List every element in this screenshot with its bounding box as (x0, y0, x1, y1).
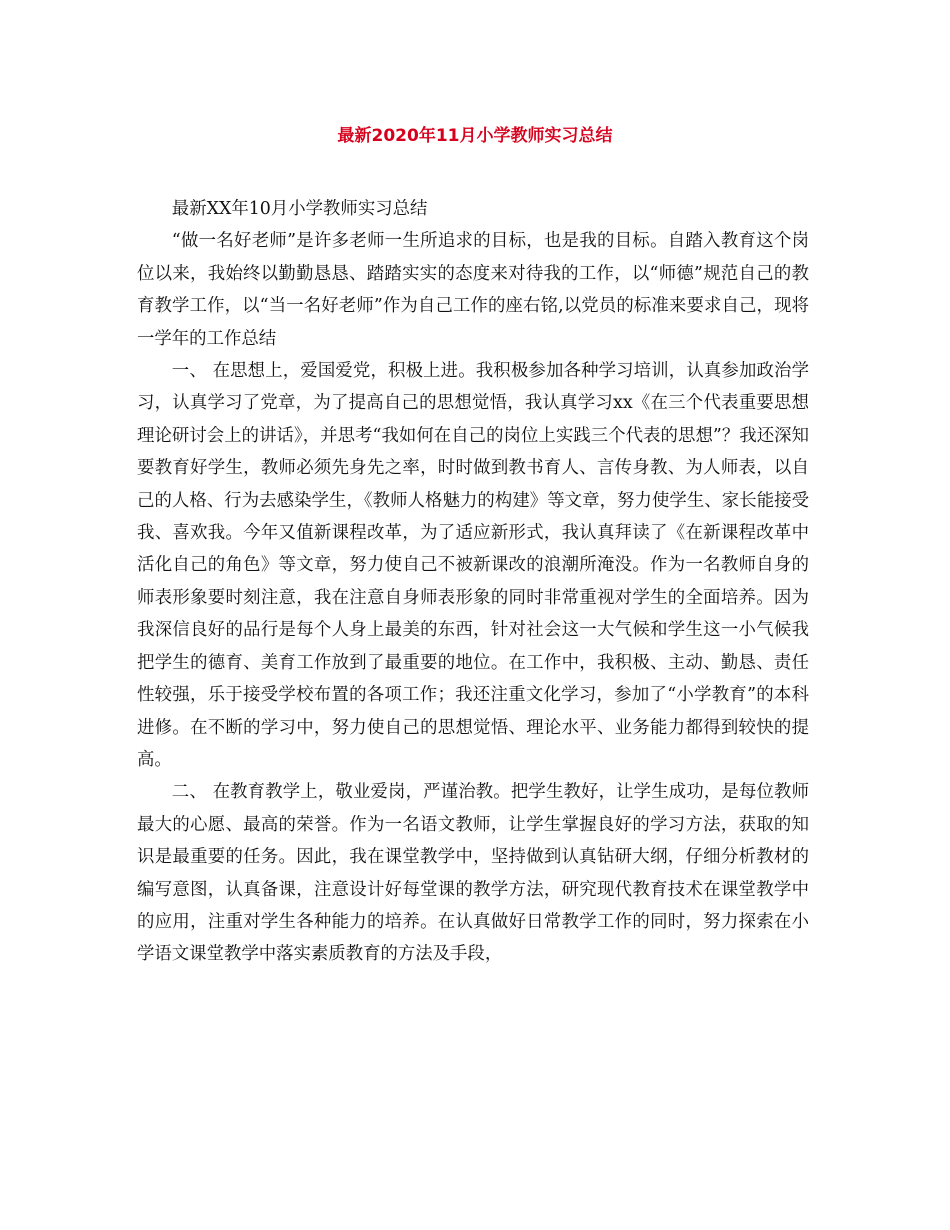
paragraph-intro: “做一名好老师”是许多老师一生所追求的目标，也是我的目标。自踏入教育这个岗位以来，我始终以勤勤恳恳、踏踏实实的态度来对待我的工作，以“师德”规范自己的教育教学工作，以“当一名好老师”作为自己工作的座右铭,以党员的标准来要求自己，现将一学年的工作总结 (137, 231, 809, 349)
document-title: 最新2020年11月小学教师实习总结 (337, 126, 613, 146)
document-body (137, 193, 809, 971)
paragraph-subtitle: 最新XX年10月小学教师实习总结 (171, 199, 428, 219)
paragraph-section-2: 二、 在教育教学上，敬业爱岗，严谨治教。把学生教好，让学生成功，是每位教师最大的心愿、最高的荣誉。作为一名语文教师，让学生掌握良好的学习方法，获取的知识是最重要的任务。因此，我在课堂教学中，坚持做到认真钻研大纲，仔细分析教材的编写意图，认真备课，注意设计好每堂课的教学方法，研究现代教育技术在课堂教学中的应用，注重对学生各种能力的培养。在认真做好日常教学工作的同时，努力探索在小学语文课堂教学中落实素质教育的方法及手段， (137, 782, 809, 965)
paragraph-section-1: 一、 在思想上，爱国爱党，积极上进。我积极参加各种学习培训，认真参加政治学习，认真学习了党章，为了提高自己的思想觉悟，我认真学习xx《在三个代表重要思想理论研讨会上的讲话》，并思考“我如何在自己的岗位上实践三个代表的思想”？我还深知要教育好学生，教师必须先身先之率，时时做到教书育人、言传身教、为人师表，以自己的人格、行为去感染学生，《教师人格魅力的构建》等文章，努力使学生、家长能接受我、喜欢我。今年又值新课程改革，为了适应新形式，我认真拜读了《在新课程改革中活化自己的角色》等文章，努力使自己不被新课改的浪潮所淹没。作为一名教师自身的师表形象要时刻注意，我在注意自身师表形象的同时非常重视对学生的全面培养。因为我深信良好的品行是每个人身上最美的东西，针对社会这一大气候和学生这一小气候我把学生的德育、美育工作放到了最重要的地位。在工作中，我积极、主动、勤恳、责任性较强，乐于接受学校布置的各项工作；我还注重文化学习，参加了“小学教育”的本科进修。在不断的学习中，努力使自己的思想觉悟、理论水平、业务能力都得到较快的提高。 (137, 361, 809, 770)
